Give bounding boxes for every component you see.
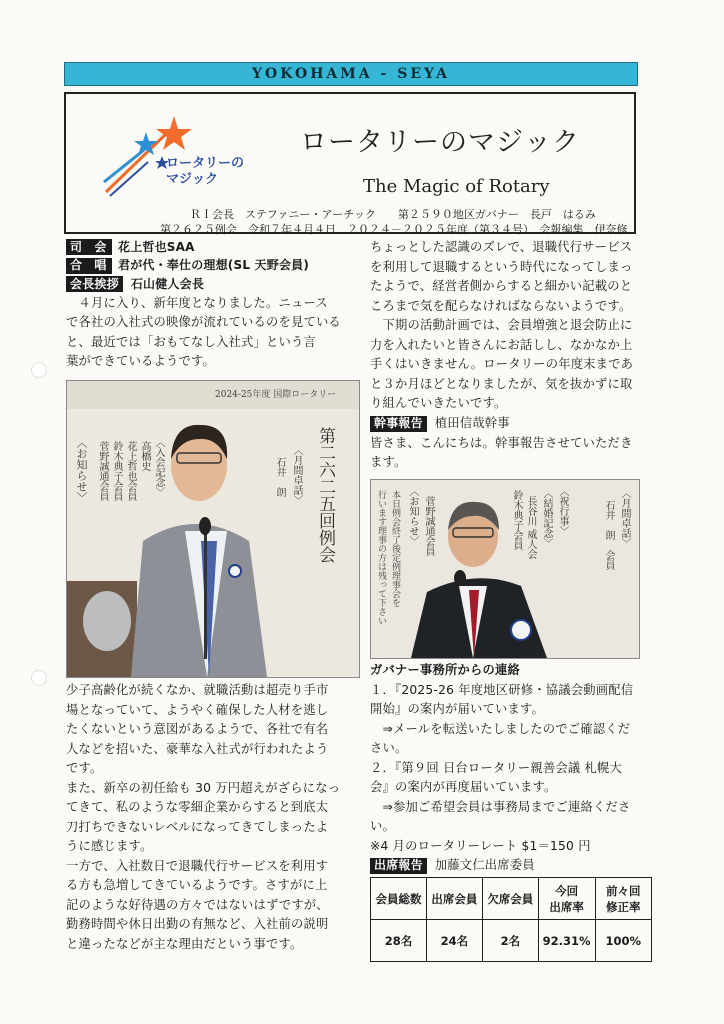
photo2-sign-8: 〈お知らせ〉 (407, 486, 418, 546)
photo2-sign-9: 本日例会終了後定例理事会を (390, 490, 400, 607)
right-column-bottom (370, 661, 638, 876)
star-trail-orange (106, 134, 166, 192)
role-tag: 会長挨拶 (66, 276, 123, 292)
text-line: と、最近では「おもてなし入社式」という言 (66, 334, 316, 349)
table-header-cell: 出席会員 (426, 878, 482, 920)
text-line: ２．『第９回 日台ロータリー親善会議 札幌大 (370, 760, 623, 775)
table-cell: 100% (595, 920, 651, 962)
orange-star-icon (156, 116, 192, 150)
table-header-cell: 今回 出席率 (538, 878, 595, 920)
photo2-sign-6: 鈴木典子会員 (511, 490, 522, 550)
text-line: と違ったなどが主な理由だという事です。 (66, 936, 303, 951)
text-line: ころまで気を配らなければならないようです。 (370, 298, 632, 313)
secretary-tag: 幹事報告 (370, 416, 427, 432)
photo1-sign-8: 〈お知らせ〉 (75, 437, 88, 503)
table-cell: 92.31% (538, 920, 595, 962)
meeting-info-line: 第２６２５例会 令和７年４月４日 ２０２４－２０２５年度（第３４号） 会報編集 伊奈修 (160, 223, 628, 236)
text-line: さい。 (370, 741, 408, 755)
role-chorus (66, 257, 356, 276)
text-line: 葉ができているようです。 (66, 354, 215, 368)
text-line: また、新卒の初任給も 30 万円超えがざらになっ (66, 780, 341, 795)
photo2-sign-3: 〈祝行事〉 (557, 486, 568, 536)
right-column-top (370, 238, 638, 473)
table-cell: 24名 (426, 920, 482, 962)
role-tag: 司 会 (66, 239, 112, 255)
text-line: 会』の案内が再度届いています。 (370, 780, 557, 794)
text-line: ちょっとした認識のズレで、退職代行サービス (370, 240, 633, 254)
club-name: YOKOHAMA - SEYA (252, 66, 450, 82)
table-row (371, 878, 652, 920)
text-line: たくないという意図があるようで、各社で有名 (66, 722, 329, 736)
table-header-cell: 前々回 修正率 (595, 878, 651, 920)
logo-line-2: マジック (166, 172, 219, 187)
club-banner (64, 62, 638, 86)
president-photo (66, 380, 360, 678)
text-line: る方も急増してきているようです。さすがに上 (66, 878, 328, 892)
attendance-name: 加藤文仁出席委員 (434, 858, 535, 873)
text-line: ４月に入り、新年度となりました。ニュース (66, 295, 328, 310)
text-line: 刀打ちできないレベルになってきてしまったよ (66, 819, 329, 834)
text-line: 場となっていて、ようやく確保した人材を逃し (66, 702, 329, 717)
star-trail-navy (110, 162, 148, 196)
role-value: 君が代・奉仕の理想(SL 天野会員) (118, 258, 310, 272)
logo-line-1: ロータリーの (166, 156, 245, 171)
text-line: 開始』の案内が届いています。 (370, 702, 544, 716)
role-value: 花上哲也SAA (118, 239, 195, 254)
attendance-heading (370, 856, 638, 876)
text-line: １．『2025-26 年度地区研修・協議会動画配信 (370, 682, 634, 697)
text-line: と３か月ほどとなりましたが、気を抜かずに取 (370, 376, 633, 391)
text-line: ⇒参加ご希望会員は事務局までご連絡くださ (370, 799, 631, 814)
secretary-name: 植田信哉幹事 (434, 415, 510, 430)
text-line: り組んでいきたいです。 (370, 396, 507, 410)
text-line: 皆さま、こんにちは。幹事報告させていただき (370, 435, 633, 450)
text-line: い。 (370, 819, 395, 833)
text-line: たようで、経営者側からすると細かい記載のと (370, 279, 633, 293)
governor-heading: ガバナー事務所からの連絡 (370, 663, 520, 677)
text-line: うに感じます。 (66, 839, 153, 853)
role-mc (66, 238, 356, 257)
photo1-sign-5: 花上哲也会員 (125, 441, 136, 501)
text-line: 下期の活動計画では、会員増強と退会防止に (370, 318, 633, 332)
text-line: ⇒メールを転送いたしましたのでご確認くだ (370, 721, 631, 736)
secretary-photo (370, 479, 640, 659)
text-line: 手くはいきません。ロータリーの年度末まであ (370, 357, 634, 371)
left-column-top (66, 238, 356, 372)
table-header-cell: 会員総数 (371, 878, 427, 920)
photo1-sign-1: 〈月間卓話〉 (291, 445, 302, 505)
text-line: で各社の入社式の映像が流れているのを見ている (66, 315, 341, 329)
attendance-table (370, 877, 652, 962)
text-line: ます。 (370, 455, 407, 469)
binder-hole-top (31, 362, 47, 378)
logo-label (166, 156, 244, 188)
text-line: 勤務時間や休日出勤の有無など、入社前の説明 (66, 917, 329, 931)
table-cell: 2名 (482, 920, 538, 962)
star-trail-blue (104, 150, 144, 182)
table-cell: 28名 (371, 920, 427, 962)
role-tag: 合 唱 (66, 258, 112, 274)
text-line: 記のような好待遇の方々ではないはずですが、 (66, 897, 329, 912)
photo1-sign-main: 第二六二五回例会 (315, 427, 335, 563)
text-line: 力を入れたいと皆さんにお話しし、なかなか上 (370, 337, 633, 352)
left-column-bottom (66, 681, 358, 954)
text-line: 一方で、入社数日で退職代行サービスを利用す (66, 858, 329, 873)
photo1-sign-3: 〈入会記念〉 (153, 437, 164, 497)
photo2-sign-2: 石井 朗 会員 (603, 500, 614, 570)
photo2-sign-1: 〈月間卓話〉 (619, 488, 630, 548)
photo1-banner-text: 2024-25年度 国際ロータリー (215, 390, 337, 400)
photo2-sign-7: 菅野誠通会員 (423, 496, 434, 556)
secretary-report-heading (370, 414, 638, 434)
table-header-cell: 欠席会員 (482, 878, 538, 920)
photo1-sign-4: 高橋史 (139, 441, 150, 471)
text-line: 少子高齢化が続くなか、就職活動は超売り手市 (66, 683, 329, 697)
text-line: ※4 月のロータリーレート $1＝150 円 (370, 838, 591, 853)
role-value: 石山健人会長 (130, 276, 205, 291)
attendance-tag: 出席報告 (370, 858, 427, 874)
text-line: を利用して退職するという時代になってしまっ (370, 259, 633, 274)
photo2-sign-10: 行います理事の方は残って下さい (376, 490, 386, 625)
photo1-sign-6: 鈴木典子会員 (111, 441, 122, 501)
photo2-sign-4: 〈結婚記念〉 (541, 488, 552, 548)
role-president-greeting (66, 275, 356, 294)
photo1-sign-2: 石井 朗 (274, 457, 285, 497)
photo1-sign-7: 菅野誠通会員 (97, 441, 108, 501)
table-row (371, 920, 652, 962)
text-line: てきて、私のような零細企業からすると到底太 (66, 800, 329, 814)
text-line: 人などを招いた、豪華な入社式が行われたよう (66, 741, 329, 756)
page-subtitle: The Magic of Rotary (363, 176, 550, 197)
photo2-sign-5: 長谷川 威人会 (525, 496, 536, 560)
text-line: です。 (66, 761, 103, 775)
binder-hole-bottom (31, 670, 47, 686)
ri-president-line: ＲＩ会長 ステファニー・アーチック 第２５９０地区ガバナー 長戸 はるみ (190, 208, 596, 221)
page-title: ロータリーのマジック (300, 127, 580, 158)
